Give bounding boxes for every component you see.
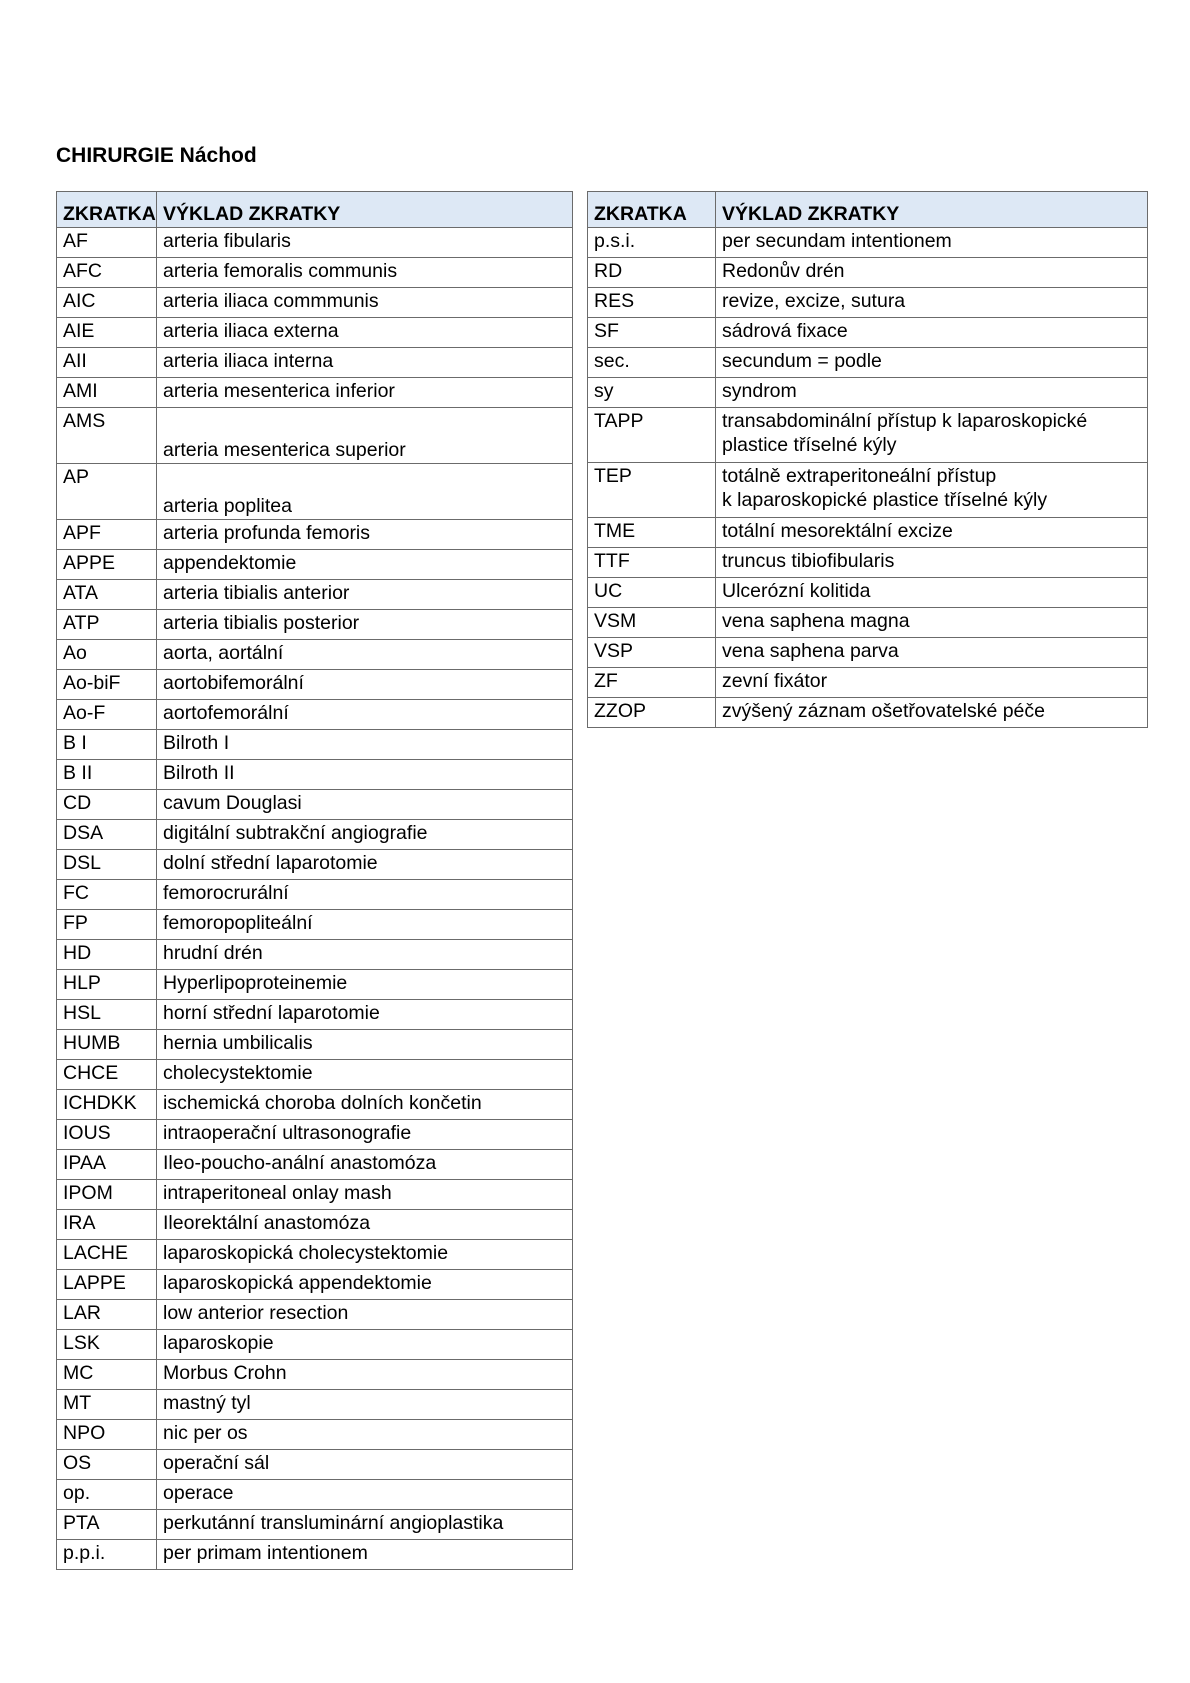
abbreviation-cell: LAR [57,1300,157,1330]
abbreviation-cell: Ao [57,640,157,670]
table-row [57,940,573,970]
table-row [57,640,573,670]
table-row [57,850,573,880]
abbreviation-cell: UC [588,578,716,608]
abbreviation-cell: AII [57,348,157,378]
abbreviation-cell: AMS [57,408,157,464]
header-row [588,192,1148,228]
table-row [588,608,1148,638]
abbreviation-cell: p.s.i. [588,228,716,258]
definition-cell [716,408,1148,463]
table-row [57,970,573,1000]
abbreviation-cell: FC [57,880,157,910]
abbreviation-cell: RES [588,288,716,318]
definition-cell: aortofemorální [157,700,573,730]
definition-cell: cavum Douglasi [157,790,573,820]
abbreviation-cell: IPOM [57,1180,157,1210]
table-row [57,258,573,288]
definition-cell: ischemická choroba dolních končetin [157,1090,573,1120]
definition-cell: femorocrurální [157,880,573,910]
table-row [57,1210,573,1240]
definition-cell: zevní fixátor [716,668,1148,698]
table-row [57,1030,573,1060]
table-row [57,1450,573,1480]
definition-cell: dolní střední laparotomie [157,850,573,880]
abbreviation-cell: p.p.i. [57,1540,157,1570]
header-abbreviation: ZKRATKA [57,192,157,228]
definition-cell: cholecystektomie [157,1060,573,1090]
abbreviation-cell: TTF [588,548,716,578]
abbreviation-cell: B I [57,730,157,760]
table-row [57,1420,573,1450]
abbreviation-cell: ATP [57,610,157,640]
abbreviation-cell: LACHE [57,1240,157,1270]
definition-line: transabdominální přístup k laparoskopické [722,410,1088,432]
page-title: CHIRURGIE Náchod [56,144,257,167]
definition-cell: per secundam intentionem [716,228,1148,258]
table-row [588,318,1148,348]
abbreviation-cell: ATA [57,580,157,610]
definition-cell: truncus tibiofibularis [716,548,1148,578]
definition-cell: nic per os [157,1420,573,1450]
table-row [57,760,573,790]
definition-cell: femoropopliteální [157,910,573,940]
definition-cell: arteria profunda femoris [157,520,573,550]
abbreviation-cell: RD [588,258,716,288]
abbreviation-cell: DSA [57,820,157,850]
definition-cell: syndrom [716,378,1148,408]
table-row [57,288,573,318]
abbreviation-cell: IOUS [57,1120,157,1150]
abbreviation-cell: OS [57,1450,157,1480]
table-row [57,1540,573,1570]
definition-cell: operace [157,1480,573,1510]
table-row [588,378,1148,408]
definition-cell: laparoskopická appendektomie [157,1270,573,1300]
table-row [57,730,573,760]
definition-cell: Hyperlipoproteinemie [157,970,573,1000]
definition-cell: arteria iliaca interna [157,348,573,378]
table-row [57,464,573,520]
table-row [588,518,1148,548]
abbreviation-cell: LAPPE [57,1270,157,1300]
abbreviation-cell: AIC [57,288,157,318]
definition-cell: arteria fibularis [157,228,573,258]
definition-line: k laparoskopické plastice tříselné kýly [722,489,1048,511]
table-row [57,1000,573,1030]
definition-cell: intraperitoneal onlay mash [157,1180,573,1210]
table-row [57,228,573,258]
definition-cell: vena saphena parva [716,638,1148,668]
definition-cell: horní střední laparotomie [157,1000,573,1030]
abbreviation-cell: PTA [57,1510,157,1540]
table-row [588,258,1148,288]
definition-line: totálně extraperitoneální přístup [722,465,997,487]
abbreviation-cell: CD [57,790,157,820]
abbreviation-cell: TAPP [588,408,716,463]
abbreviation-cell: TEP [588,463,716,518]
definition-cell: laparoskopická cholecystektomie [157,1240,573,1270]
abbreviation-cell: AMI [57,378,157,408]
abbreviation-cell: NPO [57,1420,157,1450]
table-row [588,698,1148,728]
table-row [57,790,573,820]
definition-cell: Bilroth II [157,760,573,790]
abbreviation-cell: HUMB [57,1030,157,1060]
abbreviation-cell: TME [588,518,716,548]
abbreviation-cell: sec. [588,348,716,378]
abbreviation-cell: VSM [588,608,716,638]
abbreviation-cell: HLP [57,970,157,1000]
definition-cell: mastný tyl [157,1390,573,1420]
table-row [57,1300,573,1330]
definition-cell: aortobifemorální [157,670,573,700]
table-row [57,348,573,378]
abbreviation-cell: CHCE [57,1060,157,1090]
abbreviation-cell: VSP [588,638,716,668]
definition-cell: laparoskopie [157,1330,573,1360]
table-row [57,700,573,730]
table-row [57,1150,573,1180]
definition-cell: operační sál [157,1450,573,1480]
definition-cell: perkutánní transluminární angioplastika [157,1510,573,1540]
definition-cell: Ulcerózní kolitida [716,578,1148,608]
table-row [57,1270,573,1300]
table-row [57,1360,573,1390]
definition-cell: Bilroth I [157,730,573,760]
abbreviation-cell: HSL [57,1000,157,1030]
table-row [588,228,1148,258]
definition-cell: appendektomie [157,550,573,580]
definition-cell: intraoperační ultrasonografie [157,1120,573,1150]
abbreviation-cell: AIE [57,318,157,348]
definition-cell: arteria mesenterica inferior [157,378,573,408]
abbreviation-cell: MC [57,1360,157,1390]
definition-cell: Redonův drén [716,258,1148,288]
abbreviation-cell: ICHDKK [57,1090,157,1120]
table-row [57,1480,573,1510]
abbreviation-cell: ZZOP [588,698,716,728]
definition-cell: arteria tibialis posterior [157,610,573,640]
definition-cell: arteria iliaca commmunis [157,288,573,318]
abbreviation-cell: op. [57,1480,157,1510]
table-row [57,520,573,550]
table-row [588,288,1148,318]
table-row [57,378,573,408]
table-row [588,408,1148,463]
definition-cell: arteria poplitea [157,464,573,520]
table-row [57,910,573,940]
table-row [57,408,573,464]
definition-cell: secundum = podle [716,348,1148,378]
abbreviation-table-right [587,191,1148,728]
table-row [57,1240,573,1270]
abbreviation-cell: IRA [57,1210,157,1240]
abbreviation-cell: ZF [588,668,716,698]
header-definition: VÝKLAD ZKRATKY [157,192,573,228]
abbreviation-cell: FP [57,910,157,940]
table-row [588,578,1148,608]
definition-line: plastice tříselné kýly [722,434,897,456]
abbreviation-cell: APPE [57,550,157,580]
table-row [57,1510,573,1540]
definition-cell: arteria femoralis communis [157,258,573,288]
abbreviation-cell: AF [57,228,157,258]
table-row [588,638,1148,668]
definition-cell: per primam intentionem [157,1540,573,1570]
definition-cell: aorta, aortální [157,640,573,670]
table-row [588,668,1148,698]
abbreviation-cell: SF [588,318,716,348]
abbreviation-cell: AFC [57,258,157,288]
table-row [588,463,1148,518]
table-row [57,580,573,610]
abbreviation-cell: IPAA [57,1150,157,1180]
table-row [57,1090,573,1120]
definition-cell: zvýšený záznam ošetřovatelské péče [716,698,1148,728]
header-definition: VÝKLAD ZKRATKY [716,192,1148,228]
table-row [57,670,573,700]
table-row [57,1180,573,1210]
definition-cell: Ileorektální anastomóza [157,1210,573,1240]
abbreviation-cell: LSK [57,1330,157,1360]
abbreviation-table-left [56,191,573,1570]
definition-cell: arteria tibialis anterior [157,580,573,610]
header-row [57,192,573,228]
table-row [588,348,1148,378]
table-row [57,1390,573,1420]
definition-cell: hernia umbilicalis [157,1030,573,1060]
definition-cell [716,463,1148,518]
abbreviation-cell: MT [57,1390,157,1420]
table-row [588,548,1148,578]
table-row [57,1330,573,1360]
definition-cell: sádrová fixace [716,318,1148,348]
table-row [57,550,573,580]
table-row [57,880,573,910]
definition-cell: vena saphena magna [716,608,1148,638]
abbreviation-cell: HD [57,940,157,970]
definition-cell: revize, excize, sutura [716,288,1148,318]
table-row [57,1120,573,1150]
definition-cell: Morbus Crohn [157,1360,573,1390]
definition-cell: low anterior resection [157,1300,573,1330]
definition-cell: totální mesorektální excize [716,518,1148,548]
definition-cell: arteria iliaca externa [157,318,573,348]
abbreviation-cell: APF [57,520,157,550]
table-row [57,318,573,348]
abbreviation-cell: DSL [57,850,157,880]
definition-cell: arteria mesenterica superior [157,408,573,464]
table-row [57,610,573,640]
abbreviation-cell: Ao-biF [57,670,157,700]
abbreviation-cell: AP [57,464,157,520]
header-abbreviation: ZKRATKA [588,192,716,228]
definition-cell: digitální subtrakční angiografie [157,820,573,850]
abbreviation-cell: Ao-F [57,700,157,730]
table-row [57,1060,573,1090]
abbreviation-cell: B II [57,760,157,790]
definition-cell: Ileo-poucho-anální anastomóza [157,1150,573,1180]
abbreviation-cell: sy [588,378,716,408]
table-row [57,820,573,850]
definition-cell: hrudní drén [157,940,573,970]
